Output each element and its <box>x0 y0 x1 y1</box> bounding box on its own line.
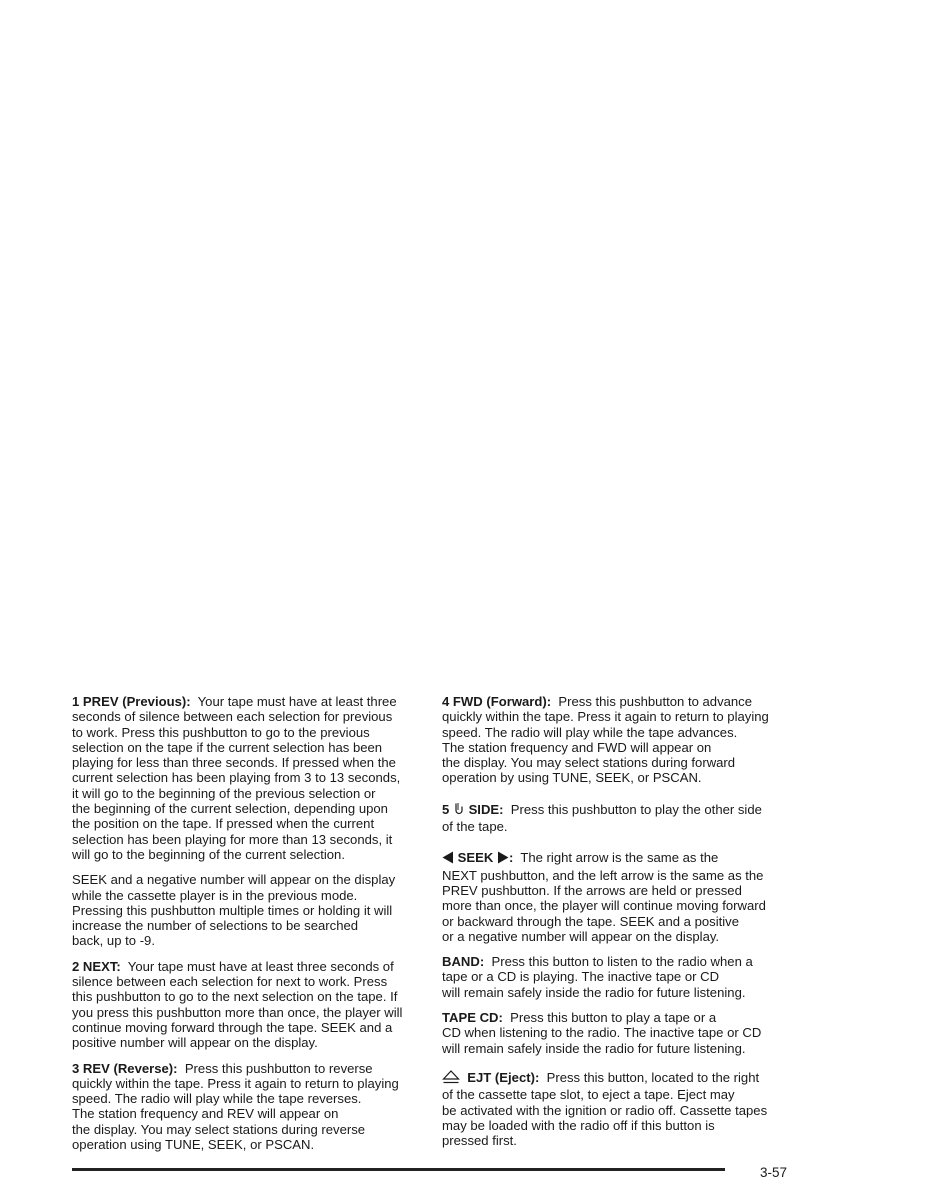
band-paragraph <box>442 954 792 1000</box>
tape-cd-heading: TAPE CD: <box>442 1010 503 1026</box>
band-line: BAND: Press this button to listen to the radio when a <box>442 954 753 970</box>
next-heading: 2 NEXT: <box>72 958 121 974</box>
prev-line: it will go to the beginning of the previous selection or <box>72 785 376 801</box>
tape-cd-line: will remain safely inside the radio for future listening. <box>442 1040 746 1056</box>
page-number: 3-57 <box>760 1165 788 1180</box>
seek-heading: SEEK <box>457 850 494 866</box>
eject-line: pressed first. <box>442 1133 517 1149</box>
rev-line: the display. You may select stations during reverse <box>72 1121 366 1137</box>
seek-line: or backward through the tape. SEEK and a positive <box>442 913 739 929</box>
rev-line: operation using TUNE, SEEK, or PSCAN. <box>72 1137 315 1153</box>
prev-line: selection has been playing for more than 13 seconds, it <box>72 831 393 847</box>
seek-line: or a negative number will appear on the display. <box>442 928 720 944</box>
prev-line: 1 PREV (Previous): Your tape must have at least three <box>72 694 397 709</box>
prev-heading: 1 PREV (Previous): <box>72 694 191 709</box>
prev-line: current selection has been playing from 3 to 13 seconds, <box>72 770 401 786</box>
seek-negative-line: Pressing this pushbutton multiple times or holding it will <box>72 902 393 918</box>
side-number: 5 <box>442 801 450 817</box>
side-paragraph <box>442 802 792 835</box>
seek-colon: : <box>508 850 514 866</box>
fwd-line: 4 FWD (Forward): Press this pushbutton to advance <box>442 694 753 709</box>
seek-negative-line: SEEK and a negative number will appear on the display <box>72 872 396 888</box>
fwd-line: speed. The radio will play while the tape advances. <box>442 724 738 740</box>
prev-paragraph <box>72 694 422 862</box>
prev-line: to work. Press this pushbutton to go to the previous <box>72 724 370 740</box>
eject-heading: EJT (Eject): <box>467 1069 540 1085</box>
tape-side-icon <box>453 802 465 819</box>
seek-line: SEEK : The right arrow is the same as the <box>442 850 792 867</box>
band-line: tape or a CD is playing. The inactive tape or CD <box>442 969 720 985</box>
seek-negative-line: while the cassette player is in the previous mode. <box>72 887 358 903</box>
next-line: silence between each selection for next to work. Press <box>72 974 388 990</box>
seek-line: more than once, the player will continue moving forward <box>442 898 766 914</box>
eject-paragraph <box>442 1070 792 1148</box>
next-line: this pushbutton to go to the next selection on the tape. If <box>72 989 398 1005</box>
prev-line: the position on the tape. If pressed when the current <box>72 816 375 832</box>
left-arrow-icon <box>442 851 454 867</box>
rev-line: 3 REV (Reverse): Press this pushbutton to reverse <box>72 1060 373 1076</box>
right-arrow-icon <box>497 851 509 867</box>
eject-line: EJT (Eject): Press this button, located to the right <box>442 1070 792 1087</box>
tape-cd-line: CD when listening to the radio. The inactive tape or CD <box>442 1025 762 1041</box>
next-line: continue moving forward through the tape. SEEK and a <box>72 1019 393 1035</box>
rev-line: The station frequency and REV will appear on <box>72 1106 339 1122</box>
next-line: positive number will appear on the display. <box>72 1035 318 1051</box>
tape-cd-paragraph <box>442 1010 792 1056</box>
side-line: of the tape. <box>442 819 508 835</box>
rev-line: quickly within the tape. Press it again to return to playing <box>72 1075 399 1091</box>
seek-line: NEXT pushbutton, and the left arrow is the same as the <box>442 867 764 883</box>
seek-line: PREV pushbutton. If the arrows are held or pressed <box>442 882 742 898</box>
prev-line: selection on the tape if the current selection has been <box>72 739 383 755</box>
fwd-paragraph <box>442 694 792 786</box>
rev-line: speed. The radio will play while the tape reverses. <box>72 1091 362 1107</box>
prev-line: seconds of silence between each selection for previous <box>72 709 393 725</box>
eject-line: of the cassette tape slot, to eject a tape. Eject may <box>442 1087 735 1103</box>
band-heading: BAND: <box>442 954 485 970</box>
rev-heading: 3 REV (Reverse): <box>72 1060 178 1076</box>
fwd-line: the display. You may select stations during forward <box>442 755 736 771</box>
eject-line: be activated with the ignition or radio off. Cassette tapes <box>442 1102 768 1118</box>
prev-line: will go to the beginning of the current selection. <box>72 846 345 862</box>
eject-icon <box>442 1070 460 1087</box>
seek-negative-line: back, up to -9. <box>72 933 155 949</box>
prev-line: playing for less than three seconds. If pressed when the <box>72 755 396 771</box>
side-heading: SIDE: <box>468 801 504 817</box>
tape-cd-line: TAPE CD: Press this button to play a tape or a <box>442 1010 717 1026</box>
seek-negative-line: increase the number of selections to be searched <box>72 918 359 934</box>
next-line: 2 NEXT: Your tape must have at least three seconds of <box>72 958 394 974</box>
side-line: 5 SIDE: Press this pushbutton to play the other side <box>442 802 792 819</box>
seek-negative-paragraph <box>72 872 422 948</box>
prev-line: the beginning of the current selection, depending upon <box>72 801 388 817</box>
left-column <box>72 694 422 1162</box>
band-line: will remain safely inside the radio for future listening. <box>442 984 746 1000</box>
fwd-line: quickly within the tape. Press it again to return to playing <box>442 709 769 725</box>
seek-paragraph <box>442 850 792 944</box>
fwd-heading: 4 FWD (Forward): <box>442 694 552 709</box>
fwd-line: operation by using TUNE, SEEK, or PSCAN. <box>442 770 702 786</box>
right-column <box>442 694 792 1158</box>
eject-line: may be loaded with the radio off if this button is <box>442 1117 715 1133</box>
fwd-line: The station frequency and FWD will appear on <box>442 739 712 755</box>
next-line: you press this pushbutton more than once, the player will <box>72 1004 403 1020</box>
rev-paragraph <box>72 1061 422 1153</box>
next-paragraph <box>72 959 422 1051</box>
footer-rule <box>72 1168 725 1171</box>
